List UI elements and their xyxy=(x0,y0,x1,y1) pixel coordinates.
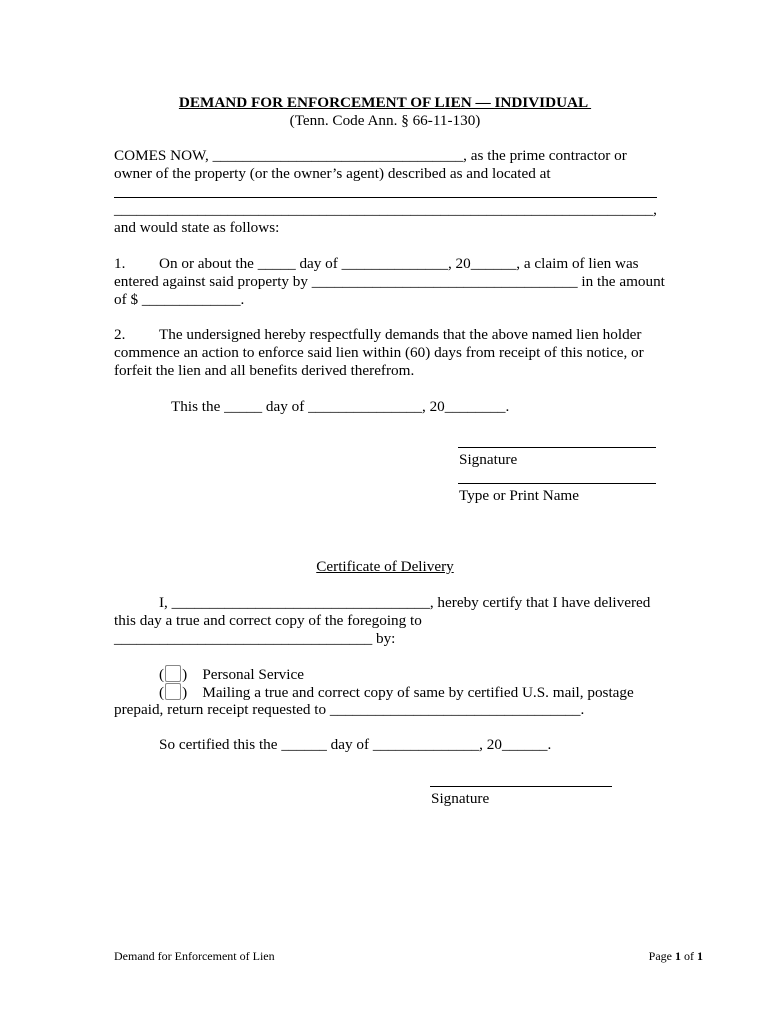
intro-line-2: owner of the property (or the owner’s agent) described as and located at xyxy=(114,165,551,182)
para1-number: 1. xyxy=(114,255,126,272)
personal-service-checkbox[interactable] xyxy=(165,665,181,682)
certificate-heading: Certificate of Delivery xyxy=(316,558,454,575)
para1-line-3: of $ _____________. xyxy=(114,291,245,308)
para1-line-1: On or about the _____ day of ______________, 20______, a claim of lien was xyxy=(159,255,639,272)
intro-line-4: and would state as follows: xyxy=(114,219,280,236)
signature-label: Signature xyxy=(459,451,518,468)
option-certified-mail: ( ) Mailing a true and correct copy of same by certified U.S. mail, postage xyxy=(159,684,634,701)
document-title: DEMAND FOR ENFORCEMENT OF LIEN — INDIVIDUAL xyxy=(178,94,592,111)
page-prefix: Page xyxy=(648,949,675,963)
statute-citation: (Tenn. Code Ann. § 66-11-130) xyxy=(289,112,481,129)
print-name-label: Type or Print Name xyxy=(459,487,579,504)
option-personal-service: ( ) Personal Service xyxy=(159,666,304,683)
footer-title: Demand for Enforcement of Lien xyxy=(114,949,275,963)
page-number xyxy=(560,949,703,963)
certified-mail-checkbox[interactable] xyxy=(165,683,181,700)
certified-mail-line-2: prepaid, return receipt requested to _________________________________. xyxy=(114,701,585,718)
certificate-signature-line xyxy=(430,786,612,787)
signature-line xyxy=(458,447,656,448)
intro-line-1: COMES NOW, _________________________________, as the prime contractor or xyxy=(114,147,627,164)
certificate-line-1: I, __________________________________, hereby certify that I have delivered xyxy=(159,594,651,611)
certified-date-line: So certified this the ______ day of ______________, 20______. xyxy=(159,736,552,753)
page-total: 1 xyxy=(697,949,703,963)
para1-line-2: entered against said property by ___________________________________ in the amount xyxy=(114,273,665,290)
para2-line-2: commence an action to enforce said lien within (60) days from receipt of this notice, or xyxy=(114,344,644,361)
certificate-line-3: __________________________________ by: xyxy=(114,630,396,647)
para2-line-3: forfeit the lien and all benefits derived therefrom. xyxy=(114,362,415,379)
intro-line-3: _______________________________________________________________________, xyxy=(114,201,657,218)
certified-mail-label: Mailing a true and correct copy of same by certified U.S. mail, postage xyxy=(202,684,634,701)
property-description-line xyxy=(114,197,657,198)
page-current: 1 xyxy=(675,949,681,963)
certificate-line-2: this day a true and correct copy of the foregoing to xyxy=(114,612,422,629)
para2-number: 2. xyxy=(114,326,126,343)
page-of: of xyxy=(681,949,697,963)
certificate-signature-label: Signature xyxy=(431,790,490,807)
personal-service-label: Personal Service xyxy=(202,666,304,683)
dated-line: This the _____ day of _______________, 20________. xyxy=(171,398,510,415)
print-name-line xyxy=(458,483,656,484)
para2-line-1: The undersigned hereby respectfully demands that the above named lien holder xyxy=(159,326,642,343)
